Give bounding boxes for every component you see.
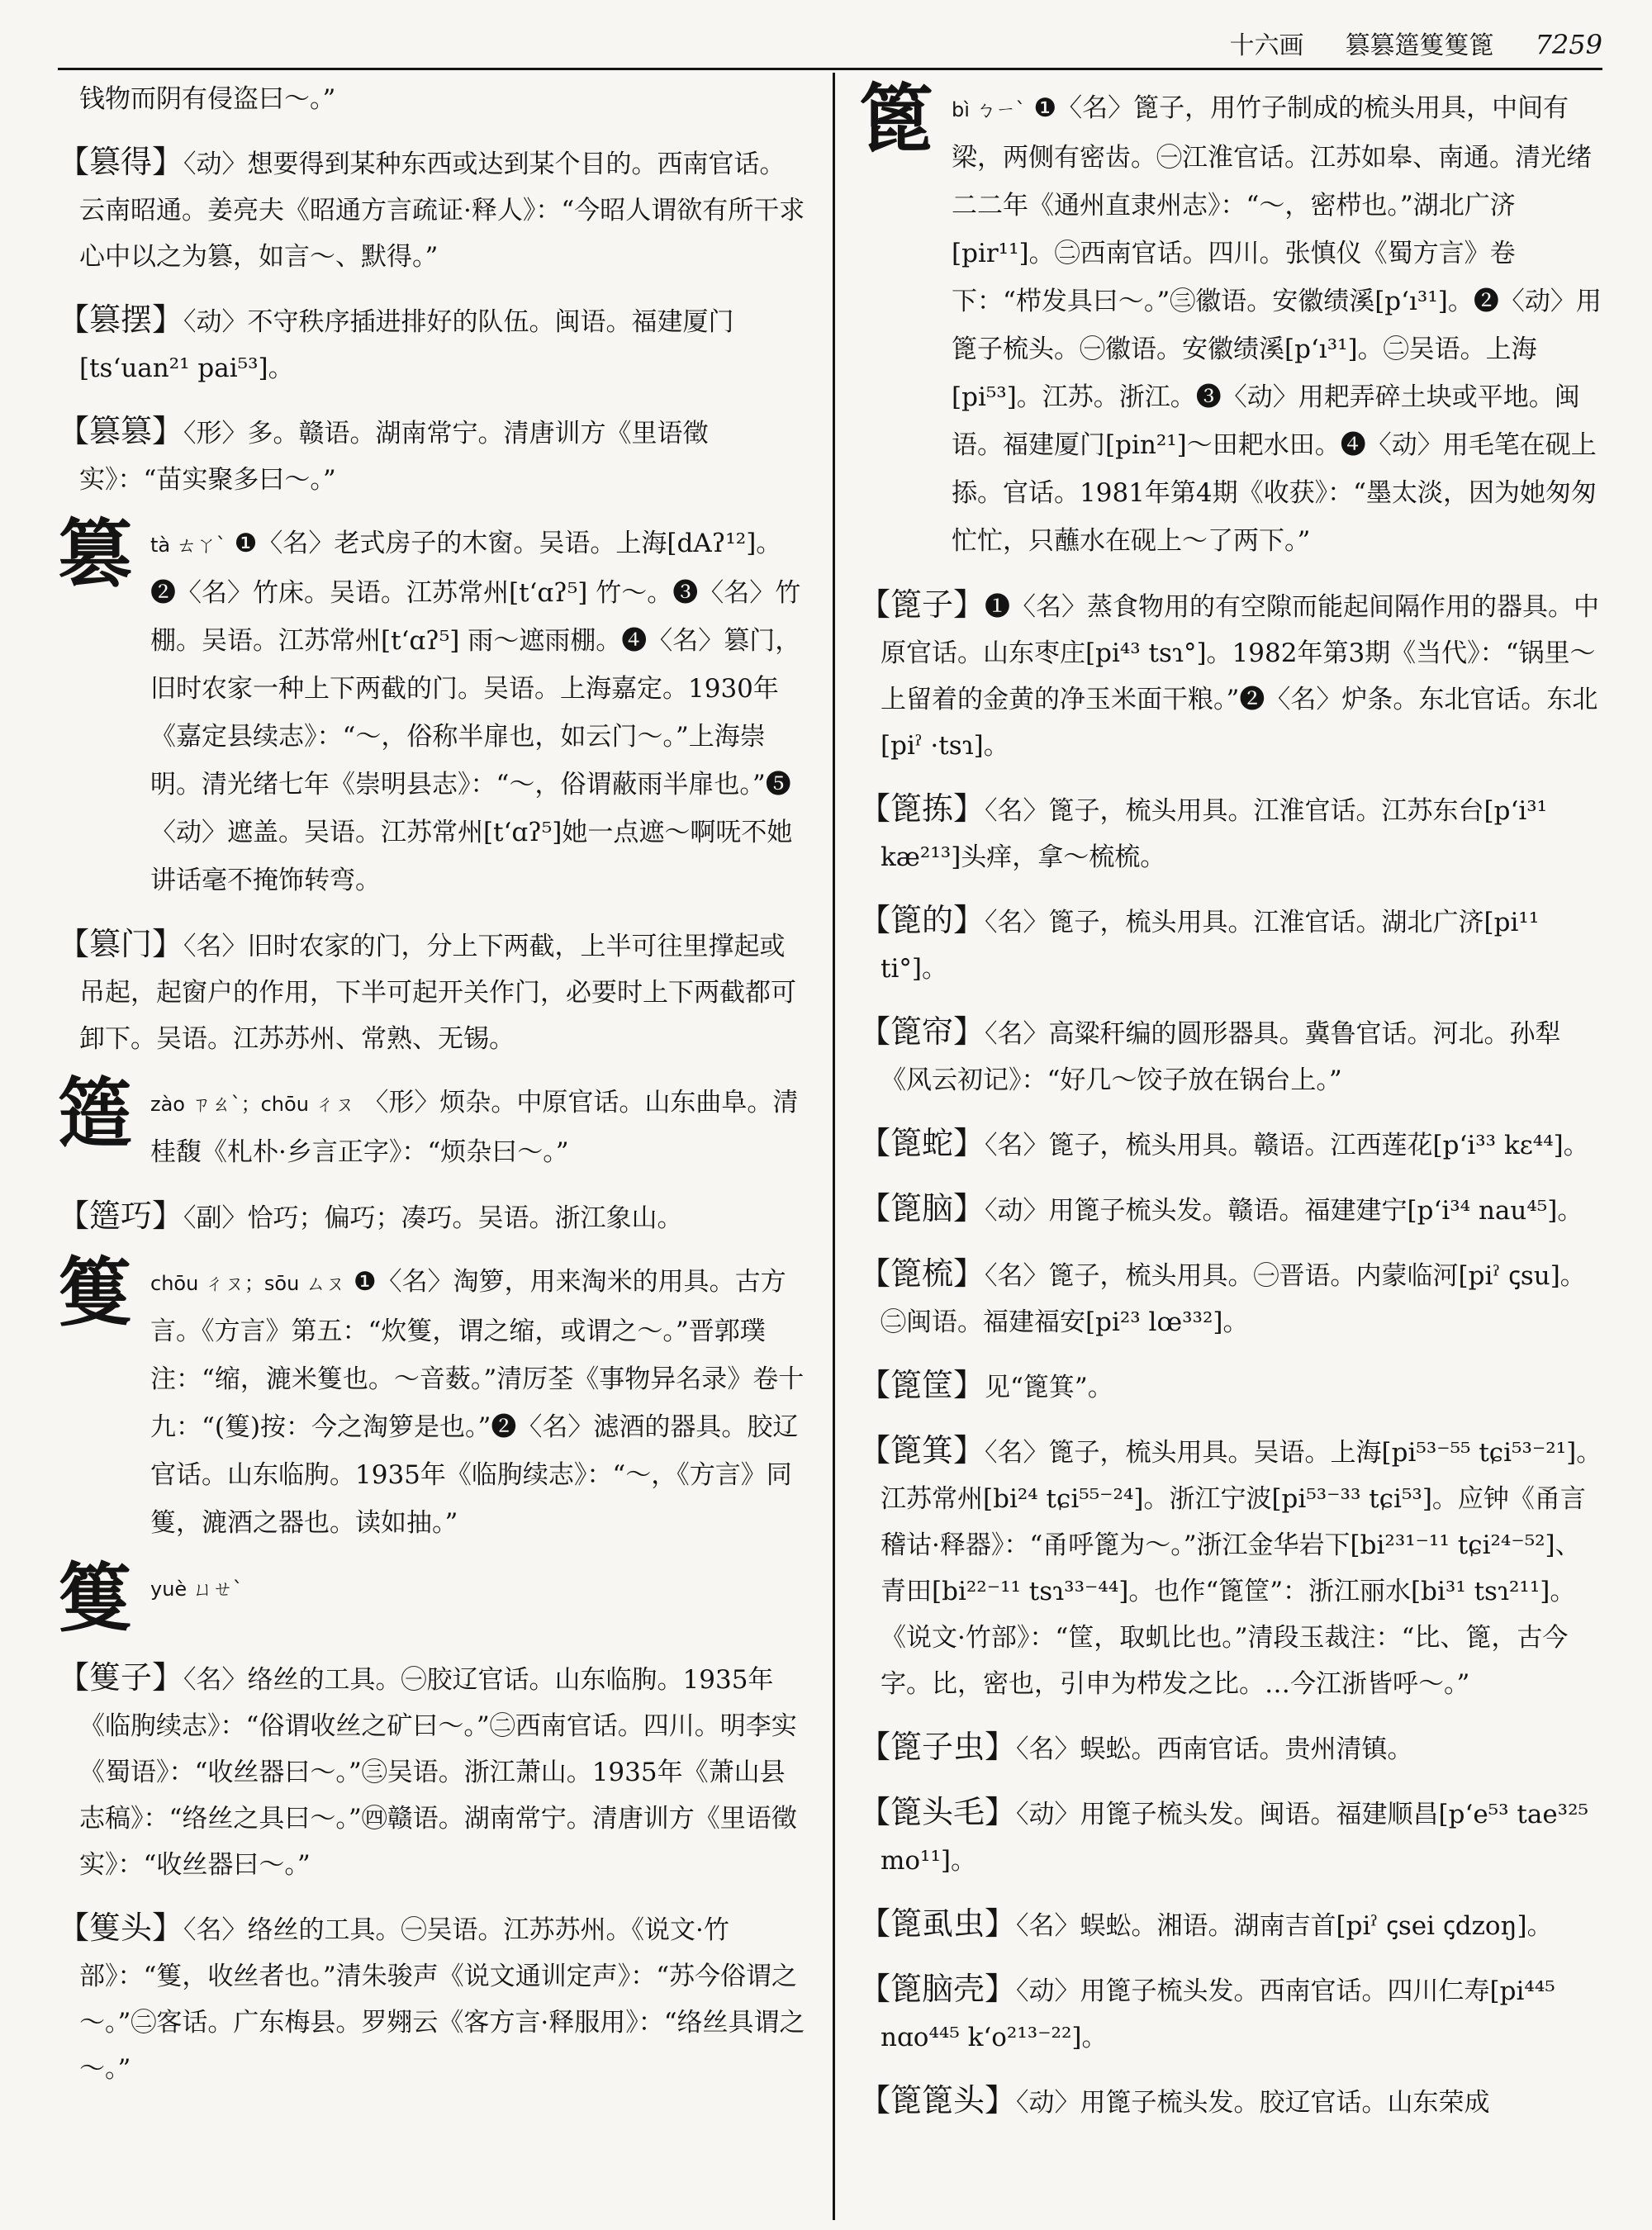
entry-definition: 〈名〉高粱秆编的圆形器具。冀鲁官话。河北。孙犁《风云初记》：“好几～饺子放在锅台上。”	[881, 1019, 1561, 1095]
entry-definition: 〈名〉旧时农家的门，分上下两截，上半可往里撑起或吊起，起窗户的作用，下半可起开关作门，必要时上下两截都可卸下。吴语。江苏苏州、常熟、无锡。	[79, 932, 796, 1054]
entry-篦脑	[859, 1185, 1602, 1234]
entry-篗子	[58, 1654, 805, 1888]
entry-headword: 【篦的】	[859, 902, 985, 938]
char-entry-篗-chou	[58, 1249, 805, 1547]
entry-headword: 【篦子】	[859, 586, 985, 623]
entry-篡得	[58, 139, 805, 280]
page-number: 7259	[1535, 29, 1602, 60]
entry-篦箕	[859, 1427, 1602, 1707]
continued-text: 钱物而阴有侵盗曰～。”	[79, 84, 336, 114]
char-entry-篡	[58, 510, 805, 904]
entry-headword: 【篦梳】	[859, 1255, 985, 1292]
head-character: 篡	[58, 510, 132, 598]
entry-篦脑壳	[859, 1966, 1602, 2061]
entry-definition: 〈动〉不守秩序插进排好的队伍。闽语。福建厦门[ts‘uan²¹ pai⁵³]。	[79, 307, 734, 383]
pinyin: chōu ㄔㄡ；sōu ㄙㄡ	[150, 1272, 345, 1295]
left-column	[58, 76, 805, 2109]
head-character: 篗	[58, 1249, 132, 1336]
entry-definition: 〈名〉篦子，梳头用具。赣语。江西莲花[p‘i³³ kɛ⁴⁴]。	[985, 1131, 1589, 1160]
entry-definition: 〈名〉络丝的工具。㊀胶辽官话。山东临朐。1935年《临朐续志》：“俗谓收丝之矿曰～。”㊁西南官话。四川。明李实《蜀语》：“收丝器曰～。”㊂吴语。浙江萧山。1935年《萧山县志稿》：“络丝之具曰～。”㊃赣语。湖南常宁。清唐训方《里语徵实》：“收丝器曰～。”	[79, 1665, 797, 1880]
pinyin: tà ㄊㄚˋ	[150, 534, 226, 557]
entry-headword: 【篗头】	[58, 1910, 184, 1946]
entry-definition: 〈名〉蜈蚣。西南官话。贵州清镇。	[1016, 1734, 1413, 1764]
entry-definition: 〈动〉用篦子梳头发。西南官话。四川仁寿[pi⁴⁴⁵ nɑo⁴⁴⁵ k‘o²¹³⁻²²]。	[881, 1976, 1555, 2052]
entry-headword: 【篦帘】	[859, 1013, 985, 1050]
entry-headword: 【篦子虫】	[859, 1729, 1017, 1765]
entry-headword: 【篦筐】	[859, 1367, 985, 1403]
column-divider	[833, 73, 835, 2220]
entry-headword: 【篡篡】	[58, 413, 184, 449]
entry-definition: 〈动〉用篦子梳头发。赣语。福建建宁[p‘i³⁴ nau⁴⁵]。	[985, 1196, 1583, 1226]
entry-headword: 【篦篦头】	[859, 2082, 1017, 2118]
entry-篦篦头	[859, 2077, 1602, 2126]
entry-headword: 【篡摆】	[58, 301, 184, 338]
head-character: 篦	[859, 75, 933, 163]
entry-篦子	[859, 581, 1602, 769]
header-rule	[58, 68, 1602, 70]
entry-篦梳	[859, 1250, 1602, 1345]
entry-definition: 〈名〉篦子，梳头用具。吴语。上海[pi⁵³⁻⁵⁵ tɕi⁵³⁻²¹]。江苏常州[bi²⁴ tɕi⁵⁵⁻²⁴]。浙江宁波[pi⁵³⁻³³ tɕi⁵³]。应钟《甬言稽诂·释器》：“甬呼篦为～。”浙江金华岩下[bi²³¹⁻¹¹ tɕi²⁴⁻⁵²]、青田[bi²²⁻¹¹ tsɿ³³⁻⁴⁴]。也作“篦筐”：浙江丽水[bi³¹ tsɿ²¹¹]。《说文·竹部》：“筐，取虮比也。”清段玉裁注：“比、篦，古今字。比，密也，引申为栉发之比。…今江浙皆呼～。”	[881, 1438, 1602, 1699]
entry-篡门	[58, 921, 805, 1062]
entry-definition: 〈名〉篦子，梳头用具。江淮官话。江苏东台[p‘i³¹ kæ²¹³]头痒，拿～梳梳。	[881, 796, 1548, 872]
entry-definition: 〈名〉篦子，梳头用具。江淮官话。湖北广济[pi¹¹ ti°]。	[881, 908, 1540, 984]
pinyin: yuè ㄩㄝˋ	[150, 1578, 243, 1601]
header-characters: 篡篡簉篗篗篦	[1345, 31, 1494, 60]
entry-篦帘	[859, 1008, 1602, 1103]
entry-headword: 【篡门】	[58, 926, 184, 962]
entry-definition: 见“篦箕”。	[985, 1373, 1113, 1402]
char-entry-篗-yue	[58, 1554, 805, 1642]
pinyin: bì ㄅㄧˋ	[952, 98, 1026, 121]
entry-篦的	[859, 897, 1602, 992]
entry-headword: 【篦脑壳】	[859, 1971, 1017, 2007]
entry-篦蛇	[859, 1120, 1602, 1169]
entry-篦虱虫	[859, 1900, 1602, 1949]
entry-headword: 【篦脑】	[859, 1190, 985, 1226]
entry-headword: 【篦虱虫】	[859, 1905, 1017, 1942]
entry-headword: 【篦头毛】	[859, 1794, 1017, 1830]
entry-definition: ❶〈名〉老式房子的木窗。吴语。上海[dAʔ¹²]。❷〈名〉竹床。吴语。江苏常州[t‘ɑʔ⁵] 竹～。❸〈名〉竹棚。吴语。江苏常州[t‘ɑʔ⁵] 雨～遮雨棚。❹〈名〉篡门，旧时农家一种上下两截的门。吴语。上海嘉定。1930年《嘉定县续志》：“～，俗称半扉也，如云门～。”上海崇明。清光绪七年《崇明县志》：“～，俗谓蔽雨半扉也。”❺〈动〉遮盖。吴语。江苏常州[t‘ɑʔ⁵]她一点遮～啊呒不她讲话毫不掩饰转弯。	[150, 529, 801, 895]
head-character: 篗	[58, 1554, 132, 1642]
section-label: 十六画	[1229, 31, 1304, 60]
entry-definition: 〈动〉用篦子梳头发。胶辽官话。山东荣成	[1016, 2088, 1490, 2118]
entry-headword: 【篗子】	[58, 1659, 184, 1696]
running-header	[58, 25, 1602, 59]
char-entry-篦	[859, 75, 1602, 565]
entry-篦筐	[859, 1362, 1602, 1411]
entry-definition: 〈形〉多。赣语。湖南常宁。清唐训方《里语徵实》：“苗实聚多曰～。”	[79, 419, 709, 495]
pinyin: zào ㄗㄠˋ；chōu ㄔㄡ	[150, 1093, 355, 1116]
char-entry-簉	[58, 1070, 805, 1176]
entry-definition: 〈形〉烦杂。中原官话。山东曲阜。清桂馥《札朴·乡言正字》：“烦杂曰～。”	[150, 1088, 799, 1167]
entry-definition: ❶〈名〉篦子，用竹子制成的梳头用具，中间有梁，两侧有密齿。㊀江淮官话。江苏如皋、南通。清光绪二二年《通州直隶州志》：“～，密栉也。”湖北广济[pir¹¹]。㊁西南官话。四川。张慎仪《蜀方言》卷下：“栉发具曰～。”㊂徽语。安徽绩溪[p‘ı³¹]。❷〈动〉用篦子梳头。㊀徽语。安徽绩溪[p‘ı³¹]。㊁吴语。上海[pi⁵³]。江苏。浙江。❸〈动〉用耙弄碎土块或平地。闽语。福建厦门[pin²¹]～田耙水田。❹〈动〉用毛笔在砚上掭。官话。1981年第4期《收获》：“墨太淡，因为她匆匆忙忙，只蘸水在砚上～了两下。”	[952, 93, 1602, 556]
entry-definition: 〈动〉用篦子梳头发。闽语。福建顺昌[p‘e⁵³ tae³²⁵ mo¹¹]。	[881, 1800, 1588, 1876]
head-character: 簉	[58, 1070, 132, 1157]
right-column	[859, 76, 1602, 2142]
entry-definition: 〈动〉想要得到某种东西或达到某个目的。西南官话。云南昭通。姜亮夫《昭通方言疏证·释人》：“今昭人谓欲有所干求心中以之为篡，如言～、默得。”	[79, 149, 805, 272]
entry-headword: 【篦蛇】	[859, 1125, 985, 1161]
entry-definition: 〈副〉恰巧；偏巧；凑巧。吴语。浙江象山。	[183, 1203, 683, 1233]
entry-definition: 〈名〉络丝的工具。㊀吴语。江苏苏州。《说文·竹部》：“篗，收丝者也。”清朱骏声《说文通训定声》：“苏今俗谓之～。”㊁客话。广东梅县。罗翙云《客方言·释服用》：“络丝具谓之～。”	[79, 1915, 805, 2084]
entry-篦头毛	[859, 1789, 1602, 1884]
entry-definition: ❶〈名〉淘箩，用来淘米的用具。古方言。《方言》第五：“炊篗，谓之缩，或谓之～。”晋郭璞注：“缩，漉米篗也。～音薮。”清厉荃《事物异名录》卷十九：“(篗)按：今之淘箩是也。”❷〈名〉滤酒的器具。胶辽官话。山东临朐。1935年《临朐续志》：“～，《方言》同篗，漉酒之器也。读如抽。”	[150, 1267, 805, 1538]
entry-篦拣	[859, 785, 1602, 880]
entry-definition: 〈名〉蜈蚣。湘语。湖南吉首[piˀ ꞔsei ꞔdzoŋ]。	[1016, 1911, 1553, 1941]
entry-篡篡	[58, 408, 805, 503]
entry-headword: 【篦拣】	[859, 790, 985, 827]
entry-headword: 【篡得】	[58, 144, 184, 180]
entry-definition: 〈名〉篦子，梳头用具。㊀晋语。内蒙临河[piˀ ꞔsu]。㊁闽语。福建福安[pi²³ lœ³³²]。	[881, 1261, 1586, 1337]
entry-篡摆	[58, 297, 805, 391]
entry-篗头	[58, 1905, 805, 2092]
entry-headword: 【簉巧】	[58, 1198, 184, 1234]
entry-headword: 【篦箕】	[859, 1432, 985, 1468]
entry-篦子虫	[859, 1724, 1602, 1772]
entry-definition: ❶〈名〉蒸食物用的有空隙而能起间隔作用的器具。中原官话。山东枣庄[pi⁴³ tsɿ°]。1982年第3期《当代》：“锅里～上留着的金黄的净玉米面干粮。”❷〈名〉炉条。东北官话。东北[piˀ ·tsɿ]。	[881, 592, 1600, 761]
entry-簉巧	[58, 1193, 805, 1241]
